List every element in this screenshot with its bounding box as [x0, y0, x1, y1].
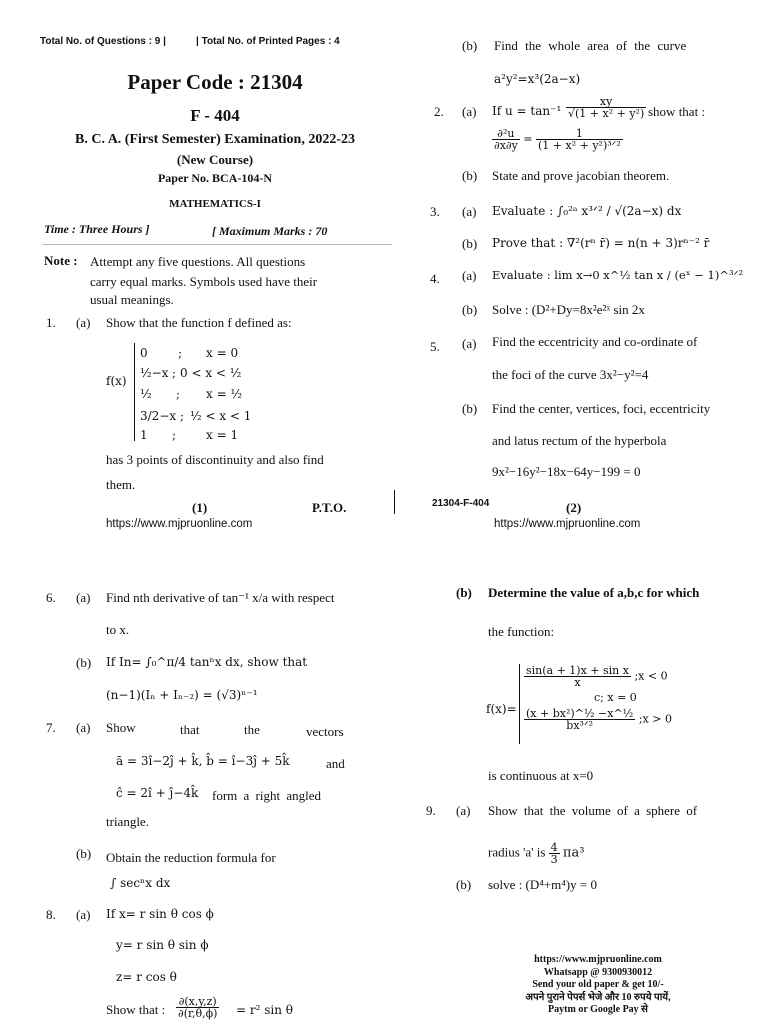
case-sep: ; [178, 346, 183, 360]
q9b-text: solve : (D⁴+m⁴)y = 0 [488, 877, 597, 892]
q8b-text: Determine the value of a,b,c for which [488, 585, 700, 600]
q8b-case1-den: x [574, 676, 581, 689]
q8b-case3-num: (x + bx²)^½ −x^½ [526, 707, 634, 720]
case-sep: ; [180, 409, 185, 423]
q8b-brace [519, 664, 520, 744]
q9a-text-2 [488, 842, 584, 865]
course: (New Course) [176, 152, 254, 167]
q7a-label: (a) [76, 720, 91, 735]
q2-number: 2. [434, 104, 444, 119]
q3b-label: (b) [462, 236, 478, 251]
q8a-rhs: = r² sin θ [236, 1003, 293, 1017]
paper-code: Paper Code : 21304 [127, 70, 303, 94]
q2a-numerator: xy [566, 96, 646, 108]
subject: MATHEMATICS-I [169, 198, 261, 210]
q1-number: 1. [46, 315, 56, 330]
q5a-line-2: the foci of the curve 3x²−y²=4 [492, 367, 649, 382]
q7a-triangle: triangle. [106, 814, 149, 829]
q7a-vectors-2: ĉ = 2î + ĵ−4k̂ [116, 786, 199, 800]
header-rule [42, 244, 392, 245]
case-expr: ½ [140, 387, 152, 401]
q6b-text: If In= ∫₀^π/4 tanⁿx dx, show that [106, 655, 308, 669]
page1-url[interactable]: https://www.mjpruonline.com [106, 518, 253, 530]
q8b-case1-cond: ;x < 0 [634, 669, 668, 683]
page2-number: (2) [566, 500, 582, 515]
q3a-text: Evaluate : ∫₀²ᵃ x³ᐟ² / √(2a−x) dx [492, 204, 682, 218]
q5b-line-3: 9x²−16y²−18x−64y−199 = 0 [492, 464, 641, 479]
case-expr: 0 [140, 346, 148, 360]
q2a-post: show that : [648, 104, 706, 119]
page-divider [394, 490, 395, 514]
q1b-label: (b) [462, 38, 478, 53]
case-cond: ½ < x < 1 [190, 409, 252, 423]
case-expr: 3/2−x [140, 409, 177, 423]
q9-number: 9. [426, 803, 436, 818]
q8a-line-3: z= r cos θ [116, 970, 177, 984]
q6a-label: (a) [76, 590, 91, 605]
q7a-and: and [326, 756, 345, 771]
q6a-text-2: to x. [106, 622, 130, 637]
q8b-case-1 [524, 665, 668, 688]
q4b-text: Solve : (D²+Dy=8x²e²ˣ sin 2x [492, 302, 645, 317]
q6a-text: Find nth derivative of tan⁻¹ x/a with respect [106, 590, 335, 605]
q1-after-2: them. [106, 477, 136, 492]
q7a-form: form a right angled [212, 788, 321, 803]
q7a-word: vectors [306, 724, 344, 739]
q4a-text: Evaluate : lim x→0 x^½ tan x / (eˣ − 1)^³ᐟ² [492, 268, 744, 282]
page1-number: (1) [192, 500, 208, 515]
q5a-label: (a) [462, 336, 477, 351]
page2-url[interactable]: https://www.mjpruonline.com [494, 518, 641, 530]
q5-number: 5. [430, 339, 440, 354]
q9a-radius: radius 'a' is [488, 844, 546, 860]
total-questions: Total No. of Questions : 9 | [40, 36, 166, 47]
q7-number: 7. [46, 720, 56, 735]
q8a-show: Show that : [106, 1002, 166, 1017]
case-sep: ; [172, 366, 177, 380]
q7b-equation: ∫ secⁿx dx [110, 876, 171, 890]
q8b-case3-den: bx³ᐟ² [566, 719, 594, 732]
q3b-text: Prove that : ∇²(rⁿ r̄) = n(n + 3)rⁿ⁻² r̄ [492, 236, 710, 250]
case-expr: ½−x [140, 366, 169, 380]
q1-brace [134, 343, 135, 441]
q2a-lhs-num: ∂²u [492, 128, 520, 140]
q1a-text: Show that the function f defined as: [106, 315, 292, 330]
case-expr: 1 [140, 428, 148, 442]
q6b-label: (b) [76, 655, 92, 670]
q8b-fx: f(x)= [486, 702, 517, 716]
q7b-text: Obtain the reduction formula for [106, 850, 276, 865]
q8b-continuous: is continuous at x=0 [488, 768, 594, 783]
q8b-label: (b) [456, 585, 472, 600]
q8b-case1-num: sin(a + 1)x + sin x [526, 664, 629, 677]
q2b-label: (b) [462, 168, 478, 183]
q1a-label: (a) [76, 315, 91, 330]
q8b-case-3 [524, 708, 672, 731]
exam-title: B. C. A. (First Semester) Examination, 2022-23 [75, 132, 355, 147]
q1-after-1: has 3 points of discontinuity and also find [106, 452, 324, 467]
q7b-label: (b) [76, 846, 92, 861]
q2a-denominator: √(1 + x² + y²) [568, 107, 645, 120]
case-sep: ; [176, 387, 181, 401]
q8a-line-1: If x= r sin θ cos ϕ [106, 907, 214, 921]
case-cond: x = 0 [206, 346, 239, 360]
max-marks: [ Maximum Marks : 70 [212, 224, 328, 238]
paper-number: Paper No. BCA-104-N [157, 171, 273, 185]
q8b-case3-cond: ;x > 0 [638, 712, 672, 726]
q2a-rhs-num: 1 [536, 128, 623, 140]
q2a-rhs-den: (1 + x² + y²)³ᐟ² [538, 139, 621, 152]
q8a-jacobian [176, 996, 219, 1019]
promo-url[interactable]: https://www.mjpruonline.com [534, 954, 662, 965]
note-line-1: Attempt any five questions. All questions [90, 254, 306, 269]
q2a-label: (a) [462, 104, 477, 119]
q8b-case-2: c; x = 0 [594, 691, 637, 704]
q2a-fraction [566, 96, 646, 119]
case-sep: ; [172, 428, 177, 442]
q8-number: 8. [46, 907, 56, 922]
f-code: F - 404 [190, 106, 240, 125]
q9b-label: (b) [456, 877, 472, 892]
q6b-equation: (n−1)(Iₙ + Iₙ₋₂) = (√3)ⁿ⁻¹ [106, 688, 258, 702]
promo-hindi: अपने पुराने पेपर्स भेजे और 10 रुपये पायें, [525, 991, 671, 1003]
q7a-vectors-1: ā = 3î−2ĵ + k̂, b̂ = î−3ĵ + 5k̂ [116, 754, 290, 768]
q2a-lhs-den: ∂x∂y [494, 139, 518, 152]
q2a-pre: If u = tan⁻¹ [492, 104, 562, 118]
note-line-3: usual meanings. [90, 292, 174, 307]
q8a-label: (a) [76, 907, 91, 922]
case-cond: x = ½ [206, 387, 243, 401]
q9a-frac-num: 4 [550, 841, 558, 854]
q1b-text: Find the whole area of the curve [494, 38, 687, 53]
q7a-word: Show [106, 720, 136, 735]
q4-number: 4. [430, 271, 440, 286]
time-label: Time : Three Hours ] [44, 222, 150, 236]
q9a-text: Show that the volume of a sphere of [488, 803, 698, 818]
q6-number: 6. [46, 590, 56, 605]
q5b-line-2: and latus rectum of the hyperbola [492, 433, 667, 448]
q5b-label: (b) [462, 401, 478, 416]
q7a-word: that [180, 722, 200, 737]
pto: P.T.O. [312, 500, 347, 515]
total-pages: | Total No. of Printed Pages : 4 [196, 36, 340, 47]
q3-number: 3. [430, 204, 440, 219]
promo-pay: Paytm or Google Pay से [548, 1004, 648, 1015]
q1-fx: f(x) [106, 374, 127, 388]
q4a-label: (a) [462, 268, 477, 283]
q5b-line-1: Find the center, vertices, foci, eccentricity [492, 401, 711, 416]
promo-block [478, 954, 718, 1017]
promo-whatsapp: Whatsapp @ 9300930012 [543, 966, 653, 978]
q8a-den: ∂(r,θ,ϕ) [178, 1007, 218, 1020]
note-label: Note : [44, 253, 78, 268]
q7a-word: the [244, 722, 260, 737]
q8a-num: ∂(x,y,z) [176, 996, 219, 1008]
q2b-text: State and prove jacobian theorem. [492, 168, 670, 183]
q2a-equation: $\frac{\text{∂²u}}{\partial x\partial y}$ = $\frac{1}{\text{(1 + x² + y²)³ᐟ²}}$ [494, 127, 621, 152]
q8a-line-2: y= r sin θ sin ϕ [116, 938, 209, 952]
q9a-frac-den: 3 [550, 853, 558, 866]
q1b-equation: a²y²=x³(2a−x) [494, 72, 581, 86]
q8b-text-2: the function: [488, 624, 555, 639]
q9a-label: (a) [456, 803, 471, 818]
q5a-line-1: Find the eccentricity and co-ordinate of [492, 334, 698, 349]
promo-send: Send your old paper & get 10/- [532, 979, 664, 990]
case-cond: 0 < x < ½ [180, 366, 242, 380]
footer-code: 21304-F-404 [432, 498, 490, 509]
q4b-label: (b) [462, 302, 478, 317]
note-line-2: carry equal marks. Symbols used have their [90, 274, 318, 289]
case-cond: x = 1 [206, 428, 239, 442]
q3a-label: (a) [462, 204, 477, 219]
q9a-pi: πa³ [562, 845, 585, 861]
